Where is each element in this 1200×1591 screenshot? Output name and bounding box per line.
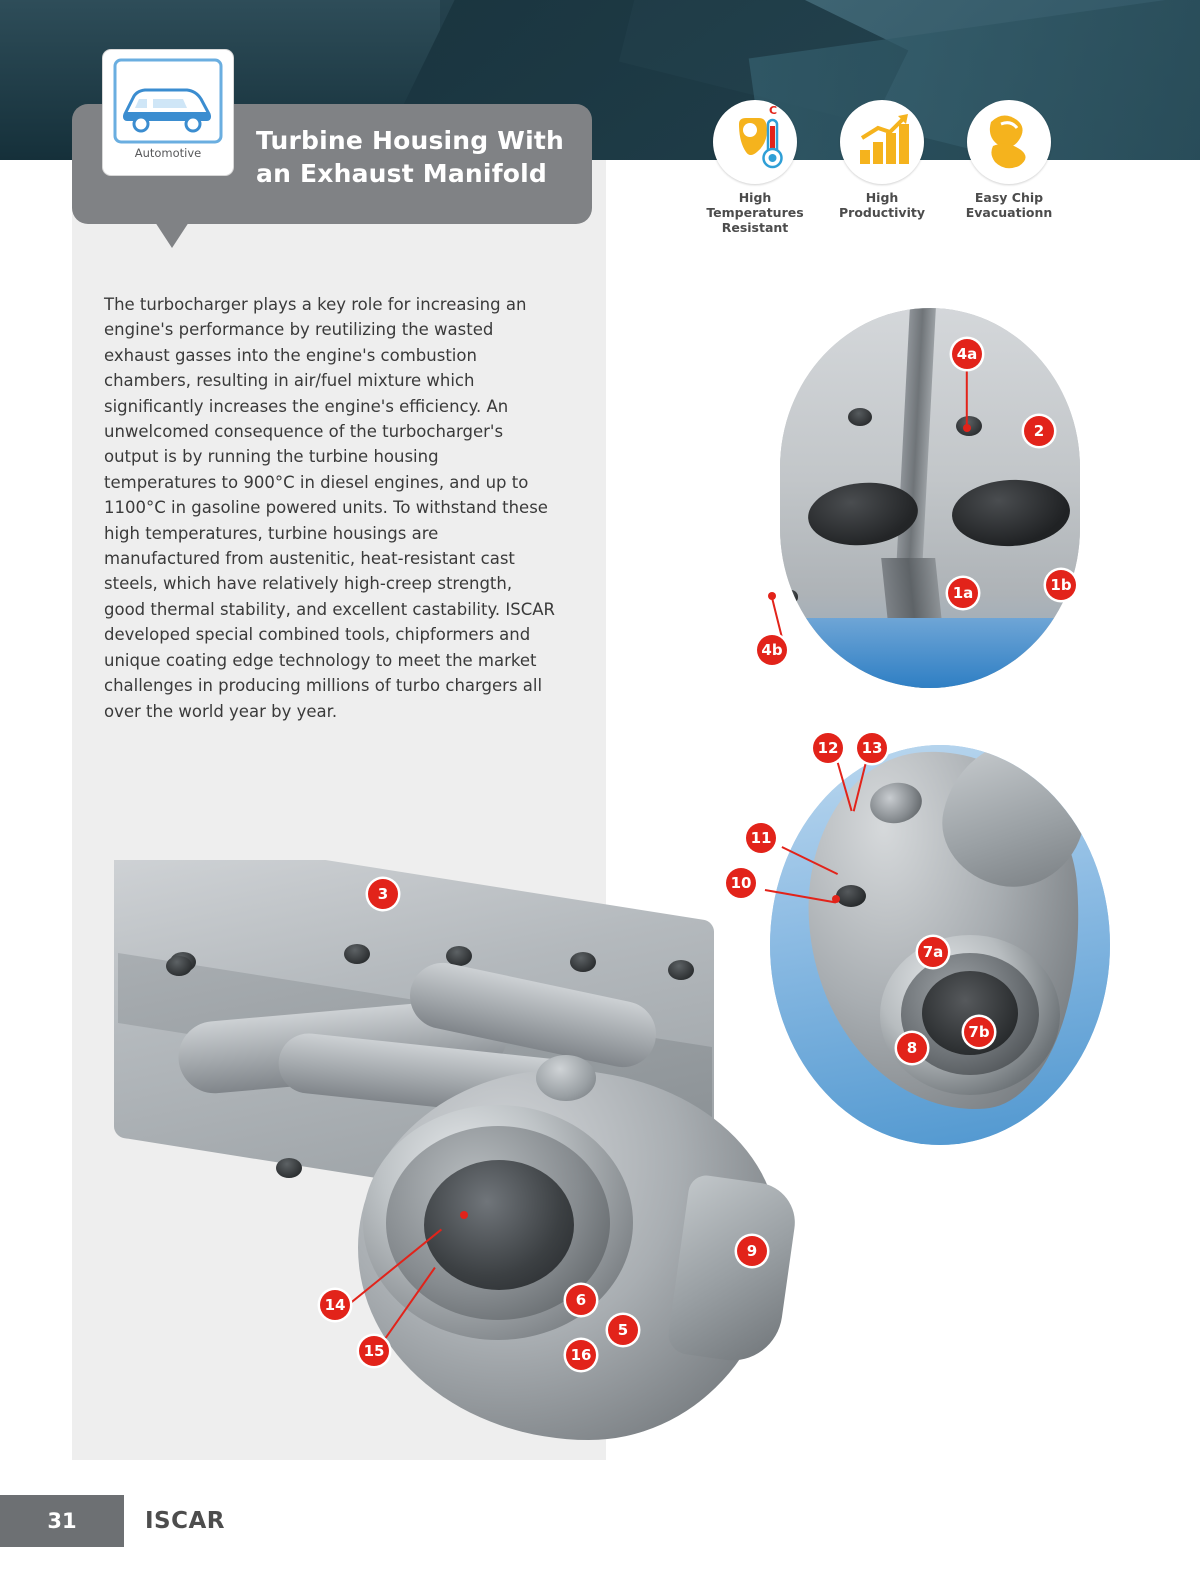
manifold-bolt-hole	[570, 952, 596, 972]
callout-1b[interactable]: 1b	[1046, 570, 1076, 600]
turbine-housing-outlet	[666, 1173, 800, 1367]
manifold-bolt-hole	[276, 1158, 302, 1178]
feature-high-productivity	[817, 100, 947, 220]
leader-dot-4b	[768, 592, 776, 600]
callout-7a[interactable]: 7a	[918, 937, 948, 967]
feature-caption-line1: High	[865, 190, 899, 205]
thermometer-icon	[713, 100, 797, 184]
chip-evacuation-icon	[967, 100, 1051, 184]
title-bubble-tail	[155, 222, 189, 248]
callout-8[interactable]: 8	[897, 1033, 927, 1063]
callout-16[interactable]: 16	[566, 1340, 596, 1370]
feature-high-temperatures-resistant	[690, 100, 820, 235]
turbine-housing-boss	[536, 1055, 596, 1101]
automotive-badge-label: Automotive	[134, 146, 202, 160]
feature-icon-group	[690, 100, 1090, 240]
page-title	[256, 124, 596, 190]
callout-1a[interactable]: 1a	[948, 578, 978, 608]
manifold-bolt-hole	[668, 960, 694, 980]
callout-2[interactable]: 2	[1024, 416, 1054, 446]
photo-turbine-housing-detail	[780, 308, 1080, 688]
feature-caption	[690, 190, 820, 235]
leader-dot-4a	[963, 424, 971, 432]
callout-4a[interactable]: 4a	[952, 339, 982, 369]
automotive-badge	[103, 50, 233, 175]
callout-10[interactable]: 10	[726, 868, 756, 898]
callout-6[interactable]: 6	[566, 1285, 596, 1315]
photo-2-side-port	[836, 885, 866, 907]
feature-caption-line2: Evacuationn	[965, 205, 1053, 220]
photo-exhaust-manifold	[108, 860, 808, 1450]
page-title-line2: an Exhaust Manifold	[256, 159, 548, 188]
footer-page-number: 31	[47, 1509, 77, 1533]
feature-caption	[944, 190, 1074, 220]
feature-caption	[817, 190, 947, 220]
body-paragraph: The turbocharger plays a key role for increasing an engine's performance by reutilizing the wasted exhaust gasses into the engine's combustion chambers, resulting in air/fuel mixture which significantly increases the engine's efficiency. An unwelcomed consequence of the turbocharger's output is by running the turbine housing temperatures to 900°C in diesel engines, and up to 1100°C in gasoline powered units. To withstand these high temperatures, turbine housings are manufactured from austenitic, heat-resistant cast steels, which have relatively high-creep strength, good thermal stability, and excellent castability. ISCAR developed special combined tools, chipformers and unique coating edge technology to meet the market challenges in producing millions of turbo chargers all over the world year by year.	[104, 295, 556, 721]
callout-15[interactable]: 15	[359, 1336, 389, 1366]
callout-4b[interactable]: 4b	[757, 635, 787, 665]
feature-caption-line2: Productivity	[839, 205, 925, 220]
page-title-line1: Turbine Housing With	[256, 126, 564, 155]
turbine-flange-bore	[424, 1160, 574, 1290]
bar-chart-arrow-icon	[840, 100, 924, 184]
manifold-bolt-hole	[344, 944, 370, 964]
photo-1-bore-upper-left	[848, 408, 872, 426]
svg-text:C: C	[768, 104, 778, 117]
leader-dot-14	[460, 1211, 468, 1219]
callout-12[interactable]: 12	[813, 733, 843, 763]
leader-line-4a	[966, 371, 968, 427]
callout-7b[interactable]: 7b	[964, 1017, 994, 1047]
callout-5[interactable]: 5	[608, 1315, 638, 1345]
feature-caption-line1: High Temperatures	[706, 190, 804, 220]
callout-9[interactable]: 9	[737, 1236, 767, 1266]
feature-easy-chip-evacuation	[944, 100, 1074, 220]
footer-brand: ISCAR	[145, 1508, 226, 1534]
photo-1-bore-lower-left	[784, 590, 798, 604]
manifold-bolt-hole	[166, 956, 192, 976]
callout-13[interactable]: 13	[857, 733, 887, 763]
callout-14[interactable]: 14	[320, 1290, 350, 1320]
leader-dot-10	[832, 895, 840, 903]
photo-1-blue-backdrop	[780, 618, 1080, 688]
feature-caption-line1: Easy Chip	[974, 190, 1044, 205]
feature-caption-line2: Resistant	[721, 220, 789, 235]
callout-3[interactable]: 3	[368, 879, 398, 909]
callout-11[interactable]: 11	[746, 823, 776, 853]
car-icon	[113, 58, 223, 148]
